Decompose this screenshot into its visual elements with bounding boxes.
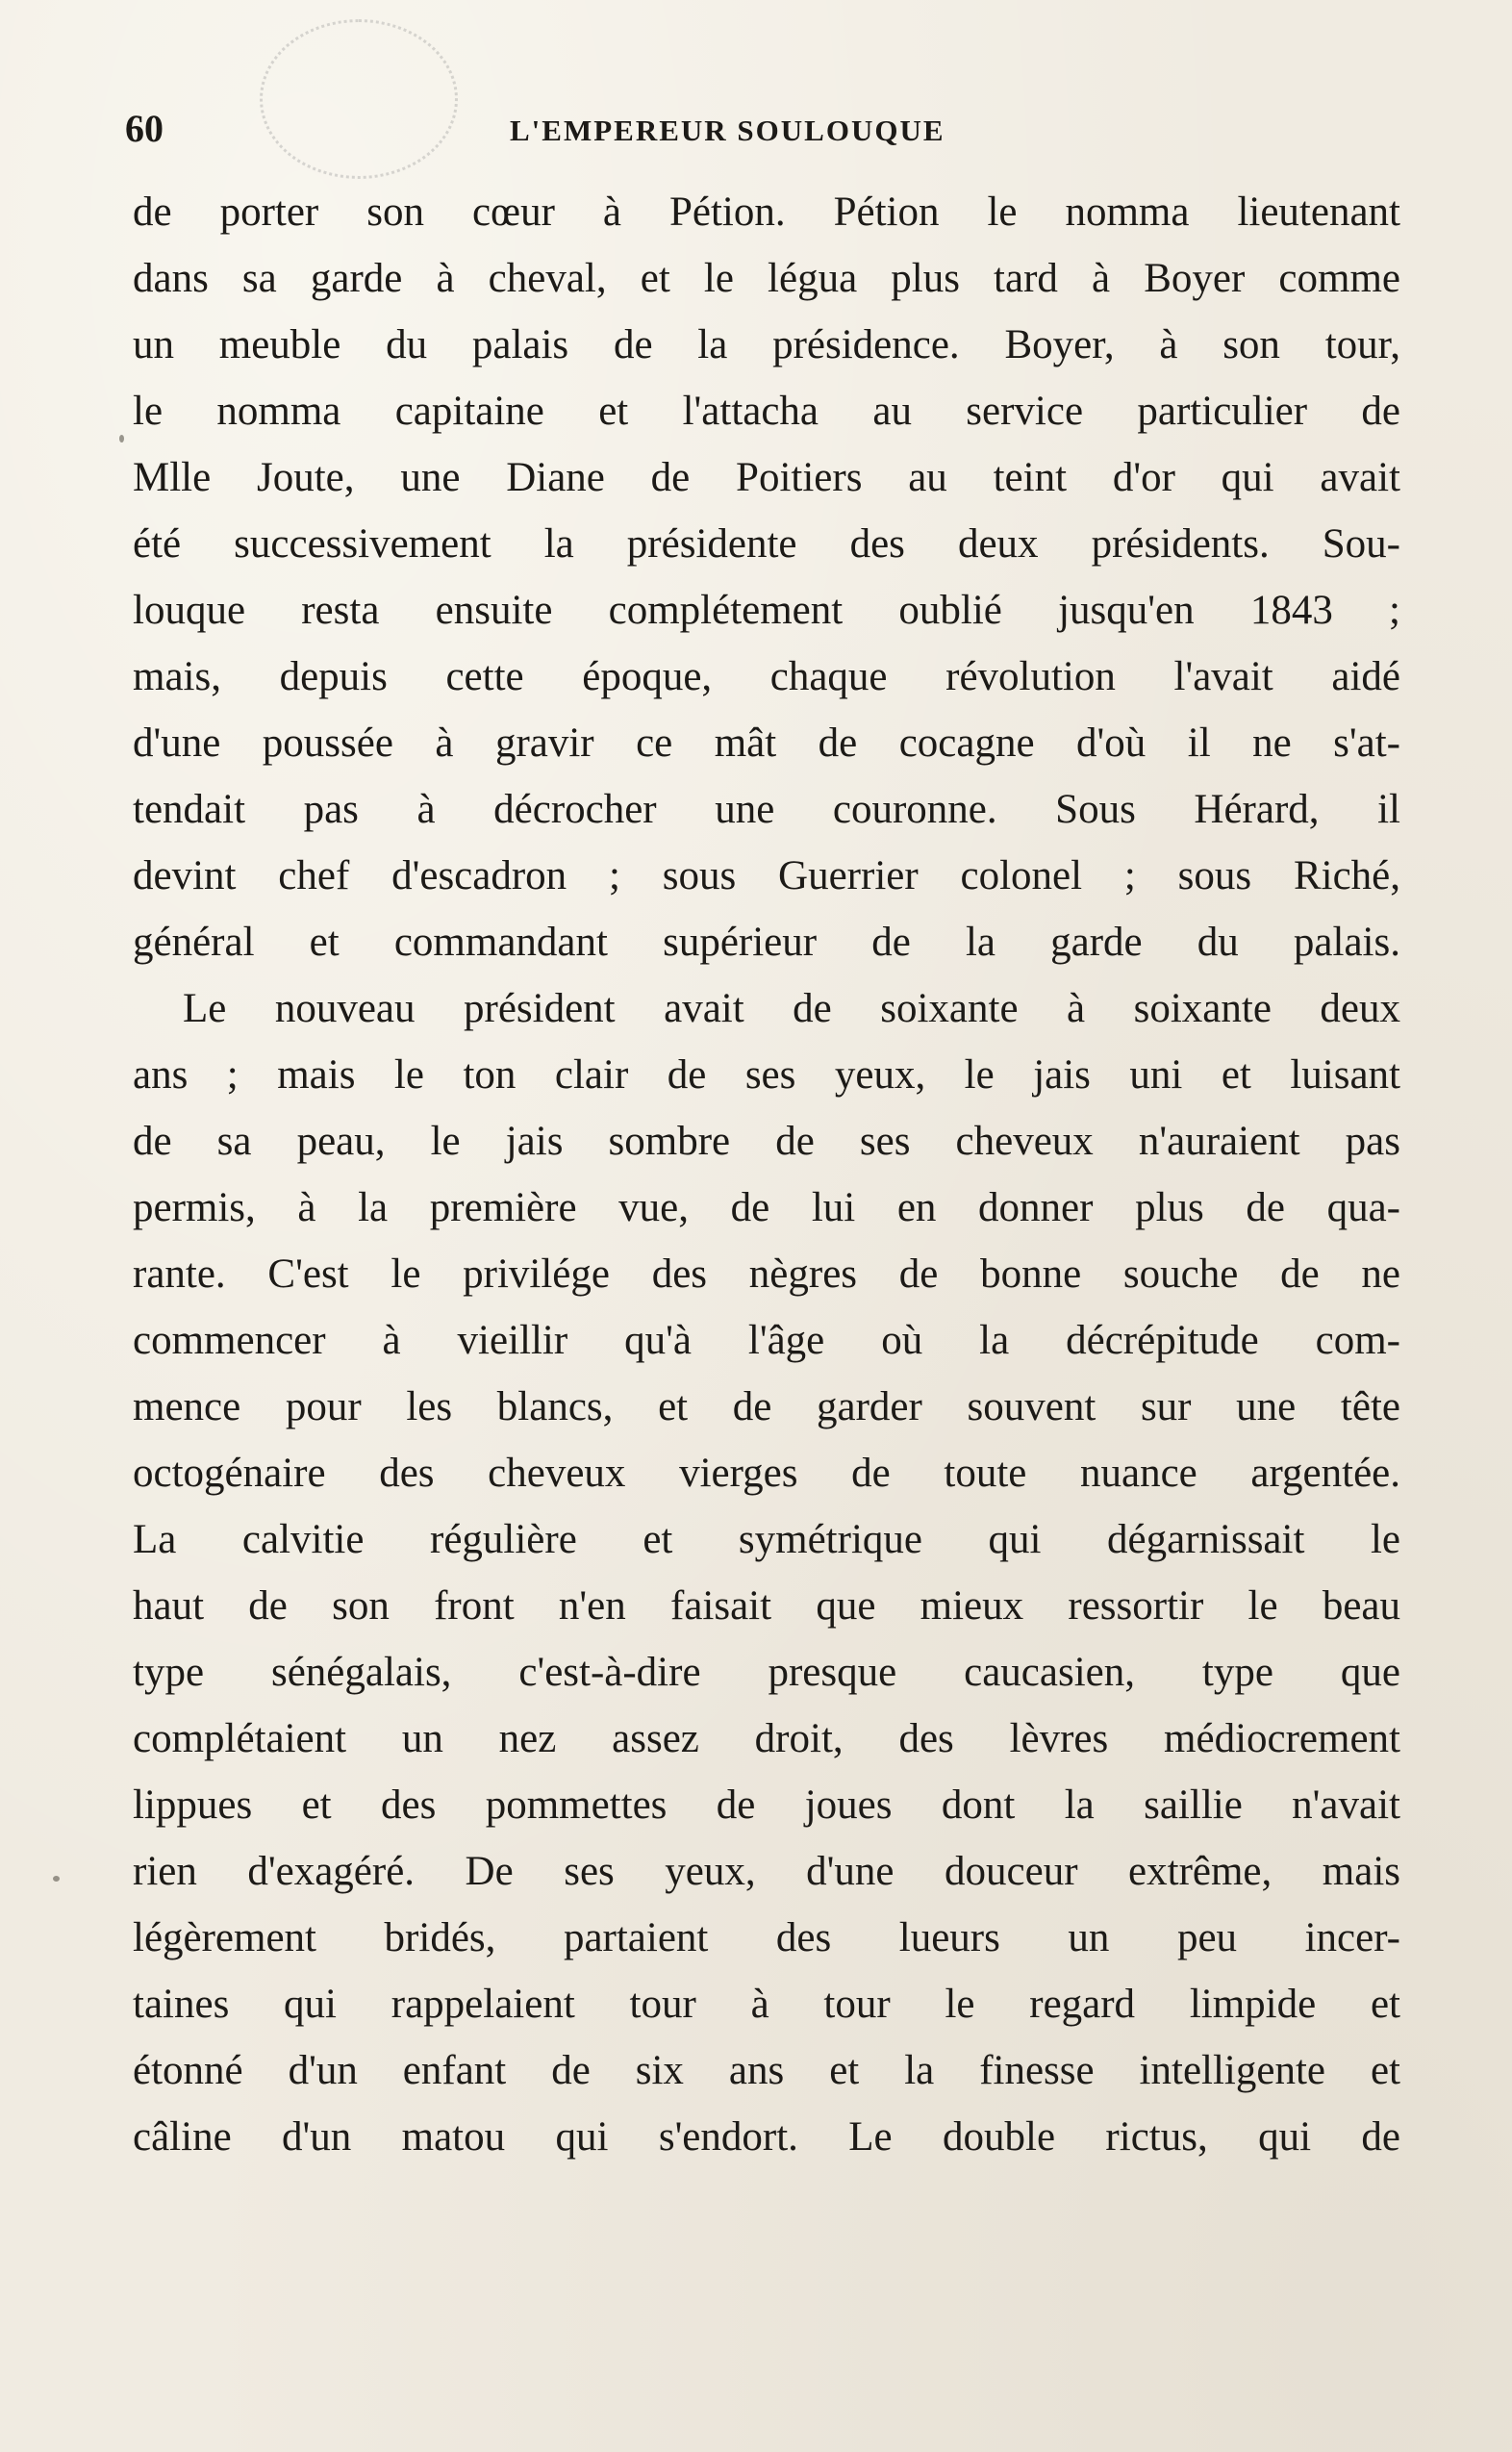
page-number: 60 [125, 107, 164, 150]
text-line: un meuble du palais de la présidence. Boyer, à son tour, [133, 322, 1400, 367]
text-line: rante. C'est le privilége des nègres de bonne souche de ne [133, 1251, 1400, 1297]
text-line: type sénégalais, c'est-à-dire presque caucasien, type que [133, 1650, 1400, 1695]
text-line: été successivement la présidente des deux présidents. Sou- [133, 521, 1400, 567]
text-line: étonné d'un enfant de six ans et la finesse intelligente et [133, 2048, 1400, 2093]
text-line: Le nouveau président avait de soixante à soixante deux [183, 986, 1400, 1031]
body-text [133, 179, 1400, 2170]
text-line: Mlle Joute, une Diane de Poitiers au teint d'or qui avait [133, 455, 1400, 500]
text-line: dans sa garde à cheval, et le légua plus tard à Boyer comme [133, 256, 1400, 301]
text-line: de sa peau, le jais sombre de ses cheveux n'auraient pas [133, 1119, 1400, 1164]
text-line: devint chef d'escadron ; sous Guerrier colonel ; sous Riché, [133, 853, 1400, 898]
text-line: mais, depuis cette époque, chaque révolution l'avait aidé [133, 654, 1400, 699]
text-line: complétaient un nez assez droit, des lèvres médiocrement [133, 1716, 1400, 1761]
text-line: câline d'un matou qui s'endort. Le double rictus, qui de [133, 2114, 1400, 2160]
text-line: lippues et des pommettes de joues dont la saillie n'avait [133, 1782, 1400, 1828]
text-line: général et commandant supérieur de la garde du palais. [133, 920, 1400, 965]
text-line: mence pour les blancs, et de garder souvent sur une tête [133, 1384, 1400, 1429]
text-line: le nomma capitaine et l'attacha au service particulier de [133, 389, 1400, 434]
running-title: L'EMPEREUR SOULOUQUE [510, 114, 945, 147]
text-line: rien d'exagéré. De ses yeux, d'une douceur extrême, mais [133, 1849, 1400, 1894]
text-line: louque resta ensuite complétement oublié jusqu'en 1843 ; [133, 588, 1400, 633]
text-line: permis, à la première vue, de lui en donner plus de qua- [133, 1185, 1400, 1230]
text-line: commencer à vieillir qu'à l'âge où la décrépitude com- [133, 1318, 1400, 1363]
text-line: d'une poussée à gravir ce mât de cocagne d'où il ne s'at- [133, 720, 1400, 766]
text-line: haut de son front n'en faisait que mieux ressortir le beau [133, 1583, 1400, 1629]
text-line: légèrement bridés, partaient des lueurs un peu incer- [133, 1915, 1400, 1960]
ink-spot [119, 435, 124, 442]
text-line: ans ; mais le ton clair de ses yeux, le jais uni et luisant [133, 1052, 1400, 1098]
ink-spot [53, 1876, 60, 1882]
text-line: taines qui rappelaient tour à tour le regard limpide et [133, 1982, 1400, 2027]
text-line: octogénaire des cheveux vierges de toute nuance argentée. [133, 1451, 1400, 1496]
page-header [125, 106, 1395, 164]
text-line: La calvitie régulière et symétrique qui dégarnissait le [133, 1517, 1400, 1562]
text-line: tendait pas à décrocher une couronne. Sous Hérard, il [133, 787, 1400, 832]
text-line: de porter son cœur à Pétion. Pétion le nomma lieutenant [133, 190, 1400, 235]
